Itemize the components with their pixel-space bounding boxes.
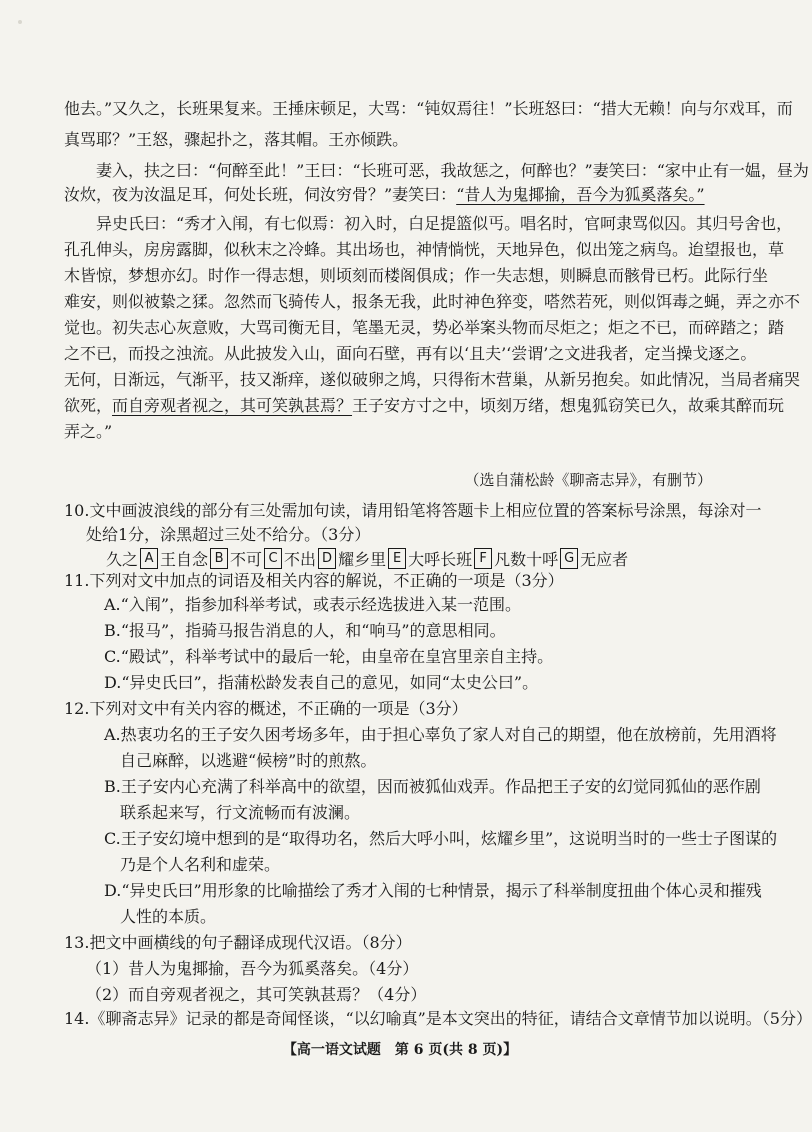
q12-option-a-line-1: A.热衷功名的王子安久困考场多年，由于担心辜负了家人对自己的期望，他在放榜前，先用酒将 <box>104 725 777 744</box>
answer-box-f[interactable]: F <box>474 548 492 569</box>
q12-option-b-line-2: 联系起来写，行文流畅而有波澜。 <box>120 803 361 822</box>
q10-stem-line-2: 处给1分，涂黑超过三处不给分。（3分） <box>86 525 371 544</box>
q11-option-d: D.“异史氏曰”，指蒲松龄发表自己的意见，如同“太史公曰”。 <box>104 673 539 692</box>
page-footer: 【高一语文试题 第 6 页(共 8 页)】 <box>282 1042 518 1058</box>
q10-segment: 久之 <box>106 550 139 569</box>
q12-option-c-line-2: 乃是个人名利和虚荣。 <box>120 855 281 874</box>
q13-sentence-2: （2）而自旁观者视之，其可笑孰甚焉？（4分） <box>86 985 427 1004</box>
q10-segment: 凡数十呼 <box>494 550 559 569</box>
q12-option-d-line-2: 人性的本质。 <box>120 907 217 926</box>
q11-stem: 11.下列对文中加点的词语及相关内容的解说，不正确的一项是（3分） <box>64 571 564 590</box>
passage-line-11: 无何，日渐远，气渐平，技又渐痒，遂似破卵之鸠，只得衔木营巢，从新另抱矣。如此情况，当局者痛哭 <box>64 370 801 389</box>
q10-stem-line-1: 10.文中画波浪线的部分有三处需加句读，请用铅笔将答题卡上相应位置的答案标号涂黑，每涂对一 <box>64 501 762 520</box>
passage-line-3: 妻入，扶之曰：“何醉至此！”王曰：“长班可恶，我故惩之，何醉也？”妻笑曰：“家中止有一媪，昼为 <box>96 161 809 180</box>
q10-segment: 大呼长班 <box>408 550 473 569</box>
q10-segment: 不出 <box>284 550 317 569</box>
q10-segment-row <box>106 547 628 570</box>
answer-box-e[interactable]: E <box>388 548 406 569</box>
passage-line-13: 弄之。” <box>64 422 113 441</box>
q12-option-c-line-1: C.王子安幻境中想到的是“取得功名，然后大呼小叫，炫耀乡里”，这说明当时的一些士子图谋的 <box>104 829 778 848</box>
q13-stem: 13.把文中画横线的句子翻译成现代汉语。（8分） <box>64 933 412 952</box>
passage-line-9: 觉也。初失志心灰意败，大骂司衡无目，笔墨无灵，势必举案头物而尽炬之；炬之不已，而碎踏之；踏 <box>64 318 785 337</box>
passage-line-6: 孔孔伸头，房房露脚，似秋末之冷蜂。其出场也，神情惝恍，天地异色，似出笼之病鸟。迨望报也，草 <box>64 240 785 259</box>
answer-box-c[interactable]: C <box>264 548 282 569</box>
q10-segment: 无应者 <box>580 550 629 569</box>
q11-option-c: C.“殿试”，科举考试中的最后一轮，由皇帝在皇宫里亲自主持。 <box>104 647 554 666</box>
answer-box-a[interactable]: A <box>140 548 158 569</box>
passage-source: （选自蒲松龄《聊斋志异》，有删节） <box>464 471 712 489</box>
q10-segment: 耀乡里 <box>338 550 387 569</box>
passage-line-12 <box>64 395 785 417</box>
q11-option-a: A.“入闱”，指参加科举考试，或表示经选拔进入某一范围。 <box>104 595 522 614</box>
q10-segment: 王自念 <box>160 550 209 569</box>
passage-line-4 <box>64 184 740 206</box>
underlined-sentence-2: 而自旁观者视之，其可笑孰甚焉？ <box>112 396 353 415</box>
passage-line-10: 之不已，而投之浊流。从此披发入山，面向石壁，再有以‘且夫’‘尝谓’之文进我者，定当操戈逐之。 <box>64 344 757 363</box>
passage-line-12-rest: 王子安方寸之中，顷刻万绪，想鬼狐窃笑已久，故乘其醉而玩 <box>352 396 785 415</box>
underlined-sentence-1: “昔人为鬼揶揄，吾今为狐奚落矣。” <box>456 185 705 204</box>
q10-segment: 不可 <box>230 550 263 569</box>
passage-line-7: 木皆惊，梦想亦幻。时作一得志想，则顷刻而楼阁俱成；作一失志想，则瞬息而骸骨已朽。此际行坐 <box>64 266 769 285</box>
passage-line-2: 真骂耶？”王怒，骤起扑之，落其帽。王亦倾跌。 <box>64 130 409 149</box>
passage-line-5: 异史氏曰：“秀才入闱，有七似焉：初入时，白足提篮似丐。唱名时，官呵隶骂似囚。其归号舍也， <box>96 214 793 233</box>
passage-line-4-text: 汝炊，夜为汝温足耳，何处长班，伺汝穷骨？”妻笑曰： <box>64 185 457 204</box>
q12-option-b-line-1: B.王子安内心充满了科举高中的欲望，因而被狐仙戏弄。作品把王子安的幻觉同狐仙的恶作剧 <box>104 777 761 796</box>
q11-option-b: B.“报马”，指骑马报告消息的人，和“响马”的意思相同。 <box>104 621 506 640</box>
answer-box-b[interactable]: B <box>210 548 228 569</box>
answer-box-g[interactable]: G <box>560 548 578 569</box>
q12-option-d-line-1: D.“异史氏曰”用形象的比喻描绘了秀才入闱的七种情景，揭示了科举制度扭曲个体心灵和摧残 <box>104 881 762 900</box>
q12-stem: 12.下列对文中有关内容的概述，不正确的一项是（3分） <box>64 699 468 718</box>
q14-stem: 14.《聊斋志异》记录的都是奇闻怪谈，“以幻喻真”是本文突出的特征，请结合文章情节加以说明。（5分） <box>64 1009 812 1028</box>
passage-line-8: 难安，则似被絷之猱。忽然而飞骑传人，报条无我，此时神色猝变，嗒然若死，则似饵毒之蝇，弄之亦不 <box>64 292 801 311</box>
answer-box-d[interactable]: D <box>318 548 336 569</box>
passage-line-1: 他去。”又久之，长班果复来。王捶床顿足，大骂：“钝奴焉往！”长班怒曰：“措大无赖！向与尔戏耳，而 <box>64 99 793 118</box>
passage-line-12-head: 欲死， <box>64 396 113 415</box>
q12-option-a-line-2: 自己麻醉，以逃避“候榜”时的煎熬。 <box>120 751 377 770</box>
scan-artifact <box>18 20 22 24</box>
q13-sentence-1: （1）昔人为鬼揶揄，吾今为狐奚落矣。（4分） <box>86 959 419 978</box>
